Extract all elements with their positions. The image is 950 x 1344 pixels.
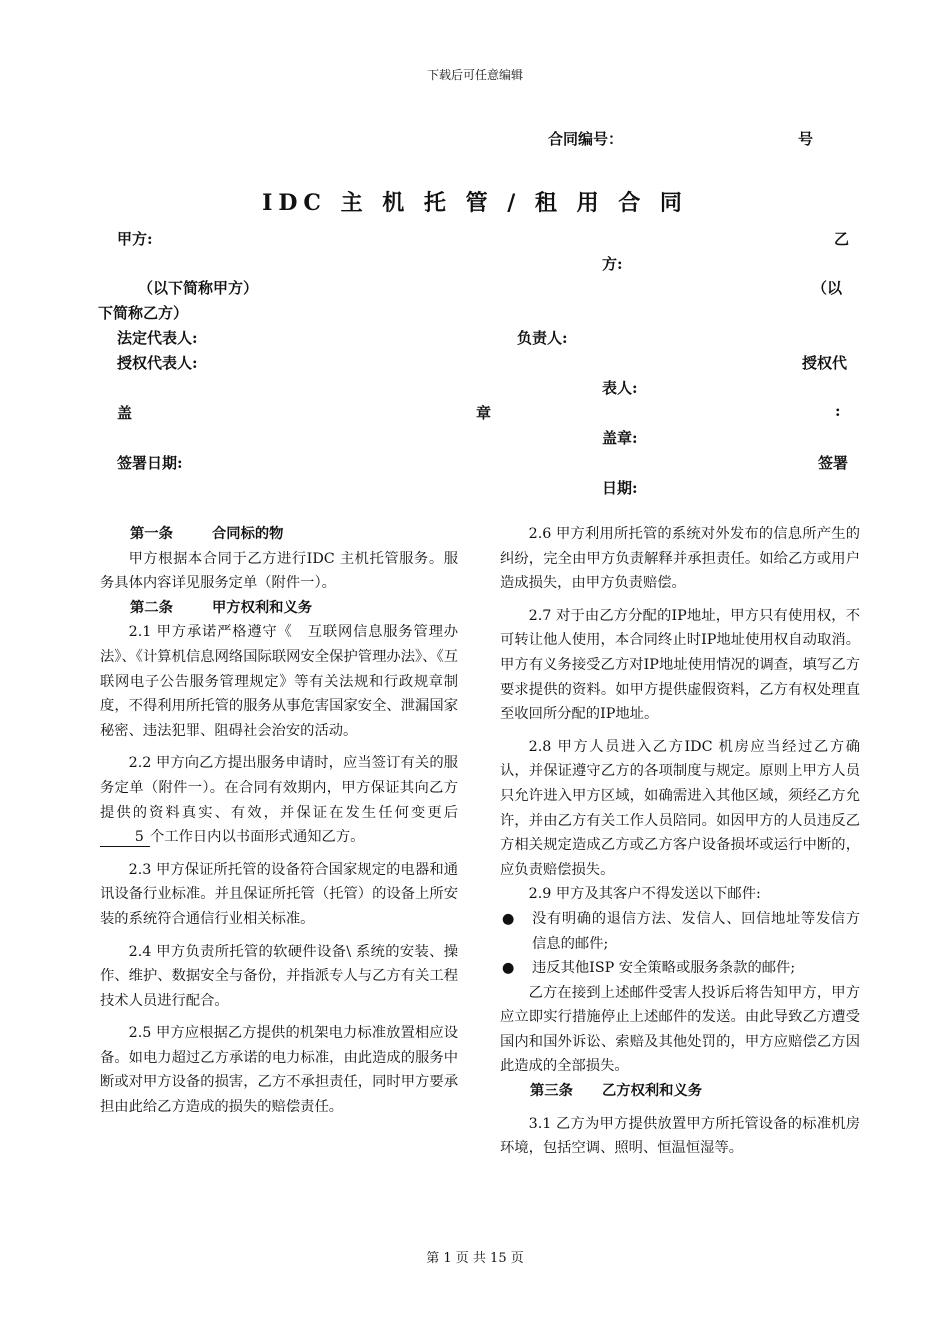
auth-rep-b-label-1: 授权代 [802,354,848,372]
seal-a-label-3: : [835,402,841,420]
article-1-heading [100,522,458,547]
left-column [100,522,458,1120]
article-1-title: 合同标的物 [212,526,284,542]
auth-rep-b-label-2: 表人: [602,379,638,397]
seal-a-label-2: 章 [476,404,492,422]
list-item [500,907,860,956]
bullet-2-text: 违反其他ISP 安全策略或服务条款的邮件; [532,960,796,977]
article-3-title: 乙方权利和义务 [602,1083,703,1100]
clause-2-9-tail: 乙方在接到上述邮件受害人投诉后将告知甲方，甲方应立即实行措施停止上述邮件的发送。由此导致乙方遭受国内和国外诉讼、索赔及其他处罚的，甲方应赔偿乙方因此造成的全部损失。 [500,984,860,1075]
bullet-icon: ● [502,910,515,927]
clause-2-4: 2.4 甲方负责所托管的软硬件设备\ 系统的安装、操作、维护、数据安全与备份，并指派专人与乙方有关工程技术人员进行配合。 [100,943,458,1009]
bullet-1-text: 没有明确的退信方法、发信人、回信地址等发信方信息的邮件; [532,910,860,952]
sign-date-b-label-1: 签署 [818,454,849,472]
clause-2-6: 2.6 甲方利用所托管的系统对外发布的信息所产生的纠纷，完全由甲方负责解释并承担责任。如给乙方或用户造成损失，由甲方负责赔偿。 [500,526,860,592]
clause-2-1: 2.1 甲方承诺严格遵守《 互联网信息服务管理办法》、《计算机信息网络国际联网安全保护管理办法》、《互联网电子公告服务管理规定》等有关法规和行政规章制度，不得利用所托管的服务从事危害国家安全、泄漏国家秘密、违法犯罪、阻碍社会治安的活动。 [100,624,458,739]
page-title: IDC 主 机 托 管 / 租 用 合 同 [262,190,688,216]
party-b-label-1: 乙 [834,230,850,248]
right-column [500,522,860,1161]
party-b-abbr-2: 下简称乙方） [98,304,189,322]
seal-a-label-1: 盖 [117,404,133,422]
page-footer: 第 1 页 共 15 页 [426,1251,524,1266]
responsible-label: 负责人: [517,329,568,347]
clause-3-1: 3.1 乙方为甲方提供放置甲方所托管设备的标准机房环境，包括空调、照明、恒温恒湿等。 [500,1115,860,1157]
article-3-number: 第三条 [530,1083,573,1100]
clause-2-2-days: 5 [100,828,150,847]
sign-date-b-label-2: 日期: [602,479,638,497]
clause-2-2-pre: 2.2 甲方向乙方提出服务申请时，应当签订有关的服务定单（附件一）。在合同有效期内，甲方保证其向乙方提供的资料真实、有效，并保证在发生任何变更后 [100,755,458,821]
clause-2-2-post: 个工作日内以书面形式通知乙方。 [150,829,365,846]
clause-2-2 [100,751,458,849]
article-2-number: 第二条 [130,599,173,616]
clause-2-5: 2.5 甲方应根据乙方提供的机架电力标准放置相应设备。如电力超过乙方承诺的电力标准，由此造成的服务中断或对甲方设备的损害，乙方不承担责任，同时甲方要承担由此给乙方造成的损失的赔偿责任。 [100,1025,458,1116]
bullet-icon: ● [502,960,515,977]
party-b-abbr-1: （以 [812,279,843,297]
party-b-label-2: 方: [602,255,623,273]
party-a-label: 甲方: [117,230,153,248]
article-2-heading [100,596,458,621]
legal-rep-label: 法定代表人: [117,329,198,347]
list-item [500,956,860,981]
clause-2-8: 2.8 甲方人员进入乙方IDC 机房应当经过乙方确认，并保证遵守乙方的各项制度与规定。原则上甲方人员只允许进入甲方区域，如确需进入其他区域，须经乙方允许，并由乙方有关工作人员陪同。如因甲方的人员违反乙方相关规定造成乙方或乙方客户设备损坏或运行中断的，应负责赔偿损失。 [500,738,860,878]
clause-2-9: 2.9 甲方及其客户不得发送以下邮件: [528,886,761,903]
auth-rep-a-label: 授权代表人: [117,354,198,372]
article-3-heading [500,1079,860,1104]
contract-number-label: 合同编号： [548,130,624,148]
article-2-title: 甲方权利和义务 [212,599,313,616]
clause-2-3: 2.3 甲方保证所托管的设备符合国家规定的电器和通讯设备行业标准。并且保证所托管（托管）的设备上所安装的系统符合通信行业相关标准。 [100,861,458,927]
party-a-abbr: （以下简称甲方） [138,279,259,297]
contract-number-suffix: 号 [798,130,814,148]
article-1-number: 第一条 [130,526,173,542]
clause-2-7: 2.7 对于由乙方分配的IP地址，甲方只有使用权，不可转让他人使用，本合同终止时IP地址使用权自动取消。甲方有义务接受乙方对IP地址使用情况的调查，填写乙方要求提供的资料。如甲方提供虚假资料，乙方有权处理直至收回所分配的IP地址。 [500,607,860,723]
seal-b-label: 盖章: [602,429,638,447]
header-note: 下载后可任意编辑 [426,68,523,82]
sign-date-a-label: 签署日期: [117,454,183,472]
article-1-text: 甲方根据本合同于乙方进行IDC 主机托管服务。服务具体内容详见服务定单（附件一）。 [100,550,458,592]
